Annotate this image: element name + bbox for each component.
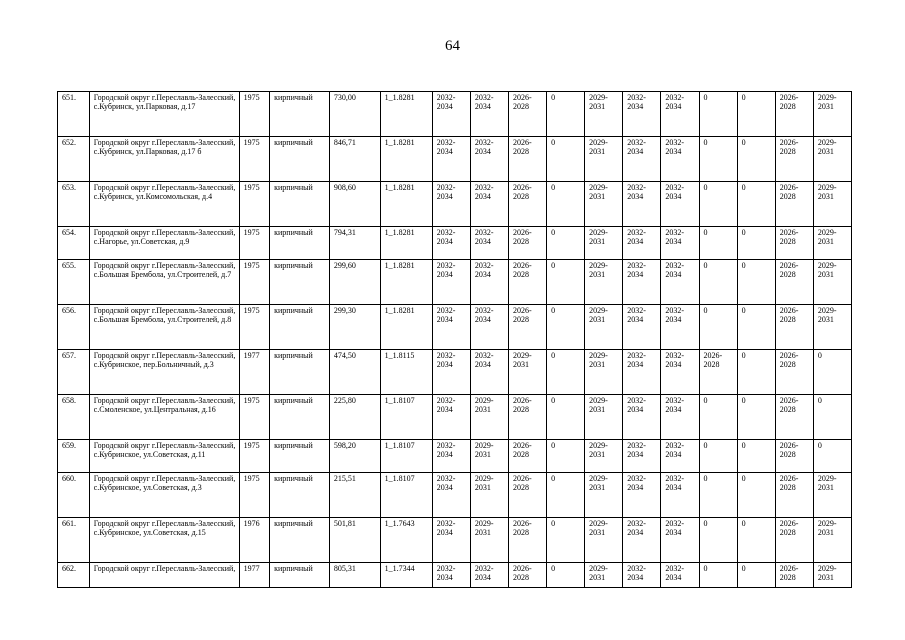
cell-year: 1975 [239,305,269,350]
table-row [58,137,852,182]
cell-code: 1_1.8281 [380,92,432,137]
cell-code: 1_1.8281 [380,182,432,227]
cell-code: 1_1.7643 [380,518,432,563]
cell-period-5: 2029-2031 [585,563,623,588]
cell-period-5: 2029-2031 [585,227,623,260]
cell-year: 1975 [239,182,269,227]
cell-code: 1_1.8281 [380,305,432,350]
cell-code: 1_1.8115 [380,350,432,395]
cell-period-5: 2029-2031 [585,260,623,305]
cell-period-1: 2032-2034 [432,350,470,395]
cell-address: Городской округ г.Переславль-Залесский, с.Кубринское, ул.Советская, д.11 [89,440,239,473]
cell-period-4: 0 [547,440,585,473]
cell-material: кирпичный [270,395,330,440]
cell-period-11: 2029-2031 [813,518,851,563]
cell-period-8: 0 [699,260,737,305]
page-number: 64 [445,38,460,54]
cell-period-4: 0 [547,260,585,305]
cell-code: 1_1.8107 [380,395,432,440]
cell-period-5: 2029-2031 [585,92,623,137]
cell-period-7: 2032-2034 [661,182,699,227]
cell-period-8: 0 [699,440,737,473]
cell-period-1: 2032-2034 [432,137,470,182]
cell-period-2: 2029-2031 [470,518,508,563]
cell-period-8: 0 [699,473,737,518]
cell-period-6: 2032-2034 [623,395,661,440]
cell-area: 805,31 [329,563,380,588]
cell-period-10: 2026-2028 [775,440,813,473]
cell-address: Городской округ г.Переславль-Залесский, с.Кубринское, пер.Больничный, д.3 [89,350,239,395]
cell-period-10: 2026-2028 [775,182,813,227]
cell-year: 1976 [239,518,269,563]
cell-period-2: 2032-2034 [470,305,508,350]
cell-period-1: 2032-2034 [432,92,470,137]
cell-period-10: 2026-2028 [775,260,813,305]
cell-period-4: 0 [547,350,585,395]
cell-period-6: 2032-2034 [623,473,661,518]
cell-code: 1_1.7344 [380,563,432,588]
housing-table [57,91,852,588]
cell-period-3: 2026-2028 [508,227,546,260]
cell-period-6: 2032-2034 [623,350,661,395]
cell-period-9: 0 [737,137,775,182]
cell-period-11: 2029-2031 [813,182,851,227]
cell-period-11: 2029-2031 [813,305,851,350]
cell-period-5: 2029-2031 [585,350,623,395]
cell-period-2: 2032-2034 [470,563,508,588]
cell-period-1: 2032-2034 [432,563,470,588]
cell-address: Городской округ г.Переславль-Залесский, с.Кубринск, ул.Парковая, д.17 [89,92,239,137]
cell-period-10: 2026-2028 [775,395,813,440]
cell-period-7: 2032-2034 [661,563,699,588]
cell-period-11: 2029-2031 [813,563,851,588]
cell-area: 846,71 [329,137,380,182]
cell-year: 1975 [239,260,269,305]
cell-period-7: 2032-2034 [661,227,699,260]
cell-period-10: 2026-2028 [775,563,813,588]
table-row [58,518,852,563]
cell-period-3: 2026-2028 [508,260,546,305]
cell-period-11: 2029-2031 [813,227,851,260]
cell-period-10: 2026-2028 [775,305,813,350]
cell-area: 794,31 [329,227,380,260]
table-row [58,227,852,260]
cell-area: 730,00 [329,92,380,137]
cell-area: 908,60 [329,182,380,227]
cell-period-7: 2032-2034 [661,260,699,305]
cell-period-4: 0 [547,473,585,518]
cell-material: кирпичный [270,473,330,518]
cell-material: кирпичный [270,305,330,350]
cell-period-2: 2029-2031 [470,395,508,440]
cell-period-8: 0 [699,92,737,137]
cell-period-3: 2026-2028 [508,305,546,350]
cell-number: 658. [58,395,90,440]
table-row [58,395,852,440]
cell-number: 660. [58,473,90,518]
cell-period-2: 2029-2031 [470,440,508,473]
cell-period-4: 0 [547,92,585,137]
cell-period-3: 2026-2028 [508,563,546,588]
cell-year: 1975 [239,440,269,473]
cell-period-3: 2026-2028 [508,518,546,563]
cell-period-3: 2026-2028 [508,137,546,182]
cell-material: кирпичный [270,92,330,137]
cell-period-5: 2029-2031 [585,395,623,440]
cell-number: 656. [58,305,90,350]
cell-period-4: 0 [547,305,585,350]
cell-period-8: 0 [699,395,737,440]
cell-period-10: 2026-2028 [775,473,813,518]
cell-number: 654. [58,227,90,260]
cell-period-1: 2032-2034 [432,182,470,227]
table-row [58,440,852,473]
table-row [58,260,852,305]
cell-period-4: 0 [547,563,585,588]
cell-address: Городской округ г.Переславль-Залесский, с.Кубринск, ул.Комсомольская, д.4 [89,182,239,227]
cell-period-5: 2029-2031 [585,473,623,518]
cell-period-1: 2032-2034 [432,518,470,563]
cell-period-6: 2032-2034 [623,440,661,473]
cell-period-1: 2032-2034 [432,305,470,350]
cell-period-5: 2029-2031 [585,137,623,182]
cell-area: 299,30 [329,305,380,350]
cell-period-5: 2029-2031 [585,518,623,563]
cell-period-1: 2032-2034 [432,260,470,305]
cell-period-4: 0 [547,518,585,563]
table-row [58,350,852,395]
cell-period-3: 2026-2028 [508,182,546,227]
table-row [58,305,852,350]
cell-period-7: 2032-2034 [661,137,699,182]
cell-period-6: 2032-2034 [623,305,661,350]
cell-period-9: 0 [737,305,775,350]
cell-period-2: 2032-2034 [470,227,508,260]
cell-period-9: 0 [737,350,775,395]
table-row [58,473,852,518]
cell-period-6: 2032-2034 [623,260,661,305]
cell-area: 474,50 [329,350,380,395]
cell-material: кирпичный [270,440,330,473]
cell-period-10: 2026-2028 [775,350,813,395]
cell-period-1: 2032-2034 [432,440,470,473]
cell-period-9: 0 [737,440,775,473]
cell-period-9: 0 [737,227,775,260]
cell-material: кирпичный [270,137,330,182]
cell-period-9: 0 [737,395,775,440]
cell-period-9: 0 [737,260,775,305]
cell-year: 1977 [239,563,269,588]
cell-year: 1975 [239,395,269,440]
cell-period-4: 0 [547,182,585,227]
cell-year: 1975 [239,92,269,137]
cell-material: кирпичный [270,227,330,260]
cell-number: 657. [58,350,90,395]
cell-period-6: 2032-2034 [623,563,661,588]
cell-area: 501,81 [329,518,380,563]
cell-period-7: 2032-2034 [661,518,699,563]
cell-period-10: 2026-2028 [775,92,813,137]
cell-period-11: 2029-2031 [813,92,851,137]
cell-year: 1977 [239,350,269,395]
cell-period-8: 0 [699,518,737,563]
cell-period-7: 2032-2034 [661,395,699,440]
cell-period-7: 2032-2034 [661,92,699,137]
cell-area: 215,51 [329,473,380,518]
cell-material: кирпичный [270,182,330,227]
cell-period-8: 0 [699,305,737,350]
cell-number: 653. [58,182,90,227]
cell-address: Городской округ г.Переславль-Залесский, с.Большая Брембола, ул.Строителей, д.7 [89,260,239,305]
cell-period-11: 2029-2031 [813,473,851,518]
cell-period-8: 0 [699,182,737,227]
cell-period-2: 2032-2034 [470,92,508,137]
cell-period-1: 2032-2034 [432,473,470,518]
cell-material: кирпичный [270,260,330,305]
cell-period-9: 0 [737,473,775,518]
cell-year: 1975 [239,227,269,260]
cell-period-9: 0 [737,182,775,227]
cell-number: 655. [58,260,90,305]
cell-period-6: 2032-2034 [623,518,661,563]
cell-period-7: 2032-2034 [661,305,699,350]
cell-period-10: 2026-2028 [775,518,813,563]
cell-period-11: 0 [813,350,851,395]
cell-code: 1_1.8107 [380,440,432,473]
cell-address: Городской округ г.Переславль-Залесский, с.Кубринское, ул.Советская, д.3 [89,473,239,518]
cell-period-4: 0 [547,395,585,440]
cell-period-3: 2029-2031 [508,350,546,395]
cell-number: 659. [58,440,90,473]
cell-period-8: 0 [699,137,737,182]
cell-period-7: 2032-2034 [661,473,699,518]
cell-period-2: 2032-2034 [470,182,508,227]
cell-period-5: 2029-2031 [585,305,623,350]
cell-period-8: 0 [699,563,737,588]
cell-period-1: 2032-2034 [432,227,470,260]
cell-address: Городской округ г.Переславль-Залесский, с.Кубринск, ул.Парковая, д.17 б [89,137,239,182]
cell-period-7: 2032-2034 [661,440,699,473]
cell-address: Городской округ г.Переславль-Залесский, с.Нагорье, ул.Советская, д.9 [89,227,239,260]
cell-period-3: 2026-2028 [508,92,546,137]
cell-area: 299,60 [329,260,380,305]
cell-period-9: 0 [737,518,775,563]
cell-period-10: 2026-2028 [775,137,813,182]
cell-year: 1975 [239,137,269,182]
cell-period-3: 2026-2028 [508,440,546,473]
cell-period-3: 2026-2028 [508,473,546,518]
cell-material: кирпичный [270,563,330,588]
cell-period-6: 2032-2034 [623,182,661,227]
cell-area: 598,20 [329,440,380,473]
cell-address: Городской округ г.Переславль-Залесский, с.Большая Брембола, ул.Строителей, д.8 [89,305,239,350]
cell-period-5: 2029-2031 [585,440,623,473]
cell-period-10: 2026-2028 [775,227,813,260]
cell-code: 1_1.8281 [380,260,432,305]
cell-period-5: 2029-2031 [585,182,623,227]
cell-period-8: 0 [699,227,737,260]
cell-code: 1_1.8281 [380,227,432,260]
cell-period-2: 2029-2031 [470,473,508,518]
cell-period-2: 2032-2034 [470,350,508,395]
cell-period-6: 2032-2034 [623,227,661,260]
cell-number: 661. [58,518,90,563]
cell-period-4: 0 [547,137,585,182]
cell-code: 1_1.8281 [380,137,432,182]
table-row [58,92,852,137]
cell-number: 662. [58,563,90,588]
cell-period-11: 2029-2031 [813,137,851,182]
cell-number: 651. [58,92,90,137]
cell-code: 1_1.8107 [380,473,432,518]
cell-period-2: 2032-2034 [470,260,508,305]
cell-period-1: 2032-2034 [432,395,470,440]
cell-period-2: 2032-2034 [470,137,508,182]
cell-number: 652. [58,137,90,182]
cell-period-7: 2032-2034 [661,350,699,395]
cell-period-11: 0 [813,395,851,440]
cell-period-9: 0 [737,92,775,137]
cell-period-8: 2026-2028 [699,350,737,395]
cell-year: 1975 [239,473,269,518]
cell-period-11: 2029-2031 [813,260,851,305]
cell-period-11: 0 [813,440,851,473]
cell-material: кирпичный [270,350,330,395]
cell-period-6: 2032-2034 [623,92,661,137]
cell-address: Городской округ г.Переславль-Залесский, [89,563,239,588]
cell-period-9: 0 [737,563,775,588]
cell-period-3: 2026-2028 [508,395,546,440]
cell-material: кирпичный [270,518,330,563]
cell-period-4: 0 [547,227,585,260]
cell-area: 225,80 [329,395,380,440]
cell-address: Городской округ г.Переславль-Залесский, с.Кубринское, ул.Советская, д.15 [89,518,239,563]
cell-period-6: 2032-2034 [623,137,661,182]
table-row [58,182,852,227]
cell-address: Городской округ г.Переславль-Залесский, с.Смоленское, ул.Центральная, д.16 [89,395,239,440]
table-row [58,563,852,588]
